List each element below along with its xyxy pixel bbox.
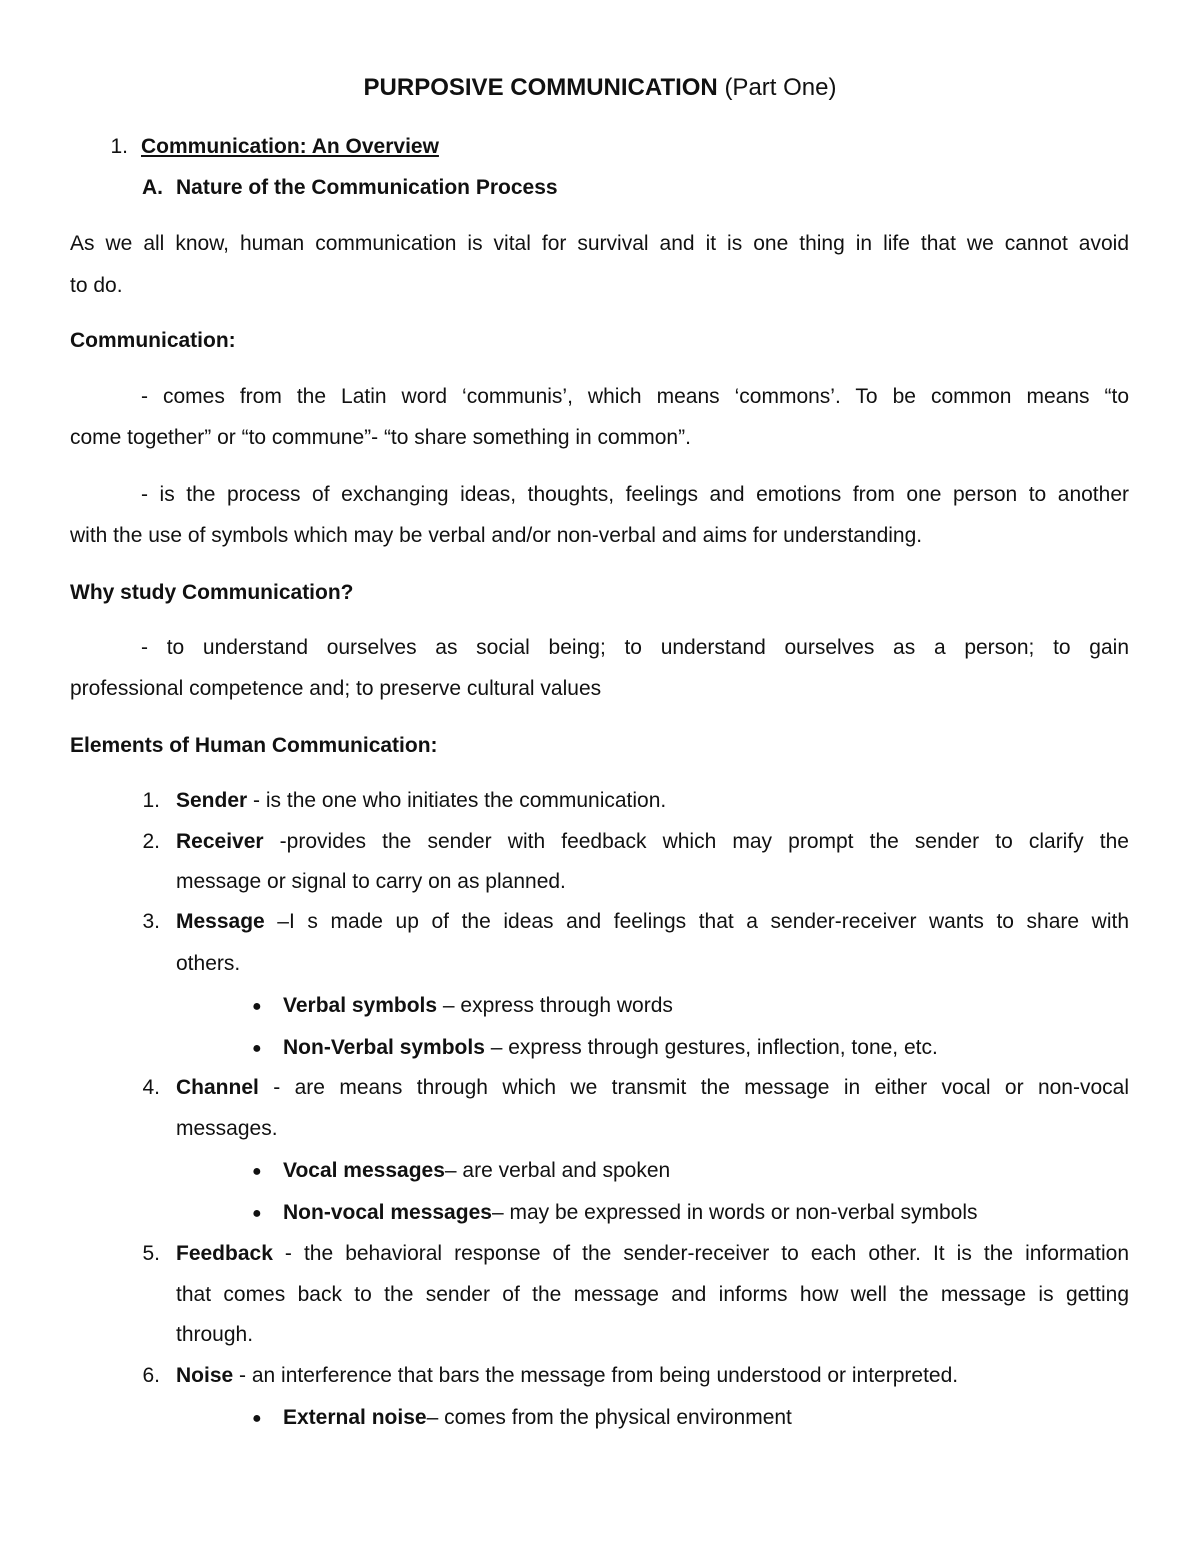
definition: - the behavioral response of the sender-receiver to each other. It is the information — [272, 1242, 1129, 1265]
elements-heading: Elements of Human Communication: — [70, 734, 438, 757]
list-number: 4. — [142, 1076, 160, 1099]
bullet-vocal-messages — [283, 1157, 670, 1185]
list-item-message — [176, 908, 1129, 936]
term: Non-vocal messages — [283, 1201, 492, 1224]
list-number: 5. — [142, 1242, 160, 1265]
section-heading: Communication: An Overview — [141, 135, 439, 158]
list-number: 2. — [142, 830, 160, 853]
bullet-icon: ● — [252, 1205, 262, 1222]
title-bold: PURPOSIVE COMMUNICATION — [363, 74, 718, 101]
list-item-channel-cont: messages. — [176, 1117, 278, 1140]
term: Message — [176, 910, 265, 933]
list-number: 3. — [142, 910, 160, 933]
list-item-feedback-cont-2: through. — [176, 1323, 254, 1346]
definition: – comes from the physical environment — [426, 1406, 792, 1429]
term: Non-Verbal symbols — [283, 1036, 485, 1059]
definition-2-line-1: - is the process of exchanging ideas, thoughts, feelings and emotions from one person to another — [141, 483, 1129, 506]
intro-line-1: As we all know, human communication is vital for survival and it is one thing in life that we cannot avoid — [70, 232, 1129, 255]
list-item-receiver-cont: message or signal to carry on as planned. — [176, 870, 566, 893]
definition: – express through gestures, inflection, tone, etc. — [484, 1036, 938, 1059]
list-item-message-cont: others. — [176, 952, 241, 975]
list-item-feedback-cont: that comes back to the sender of the message and informs how well the message is getting — [176, 1283, 1129, 1306]
list-item-feedback — [176, 1240, 1129, 1268]
definition: – may be expressed in words or non-verbal symbols — [491, 1201, 978, 1224]
why-line-2: professional competence and; to preserve cultural values — [70, 677, 602, 700]
bullet-verbal-symbols — [283, 992, 673, 1020]
definition: – express through words — [437, 994, 673, 1017]
bullet-nonverbal-symbols — [283, 1034, 938, 1062]
page-title — [0, 72, 1200, 104]
list-item-receiver — [176, 828, 1129, 856]
term: Noise — [176, 1364, 234, 1387]
bullet-icon: ● — [252, 1410, 262, 1427]
term: Feedback — [176, 1242, 273, 1265]
why-heading: Why study Communication? — [70, 581, 354, 604]
definition: -provides the sender with feedback which may prompt the sender to clarify the — [263, 830, 1129, 853]
subsection-heading: Nature of the Communication Process — [176, 176, 558, 199]
definition-1-line-2: come together” or “to commune”- “to share something in common”. — [70, 426, 691, 449]
bullet-nonvocal-messages — [283, 1199, 978, 1227]
definition: - are means through which we transmit the message in either vocal or non-vocal — [258, 1076, 1129, 1099]
section-number: 1. — [110, 135, 128, 158]
list-item-sender — [176, 787, 666, 815]
list-item-noise — [176, 1362, 958, 1390]
definition: - is the one who initiates the communication. — [247, 789, 667, 812]
bullet-icon: ● — [252, 998, 262, 1015]
term: Channel — [176, 1076, 259, 1099]
intro-line-2: to do. — [70, 274, 123, 297]
bullet-icon: ● — [252, 1040, 262, 1057]
why-line-1: - to understand ourselves as social being; to understand ourselves as a person; to gain — [141, 636, 1129, 659]
list-item-channel — [176, 1074, 1129, 1102]
bullet-external-noise — [283, 1404, 792, 1432]
term: External noise — [283, 1406, 427, 1429]
term: Sender — [176, 789, 248, 812]
definition: –I s made up of the ideas and feelings that a sender-receiver wants to share with — [264, 910, 1129, 933]
communication-heading: Communication: — [70, 329, 236, 352]
bullet-icon: ● — [252, 1163, 262, 1180]
title-part: (Part One) — [724, 74, 837, 101]
term: Vocal messages — [283, 1159, 445, 1182]
subsection-letter: A. — [142, 176, 163, 199]
definition-2-line-2: with the use of symbols which may be verbal and/or non-verbal and aims for understanding. — [70, 524, 923, 547]
definition: – are verbal and spoken — [444, 1159, 671, 1182]
definition: - an interference that bars the message from being understood or interpreted. — [233, 1364, 959, 1387]
list-number: 1. — [142, 789, 160, 812]
list-number: 6. — [142, 1364, 160, 1387]
definition-1-line-1: - comes from the Latin word ‘communis’, which means ‘commons’. To be common means “to — [141, 385, 1129, 408]
term: Receiver — [176, 830, 264, 853]
term: Verbal symbols — [283, 994, 438, 1017]
